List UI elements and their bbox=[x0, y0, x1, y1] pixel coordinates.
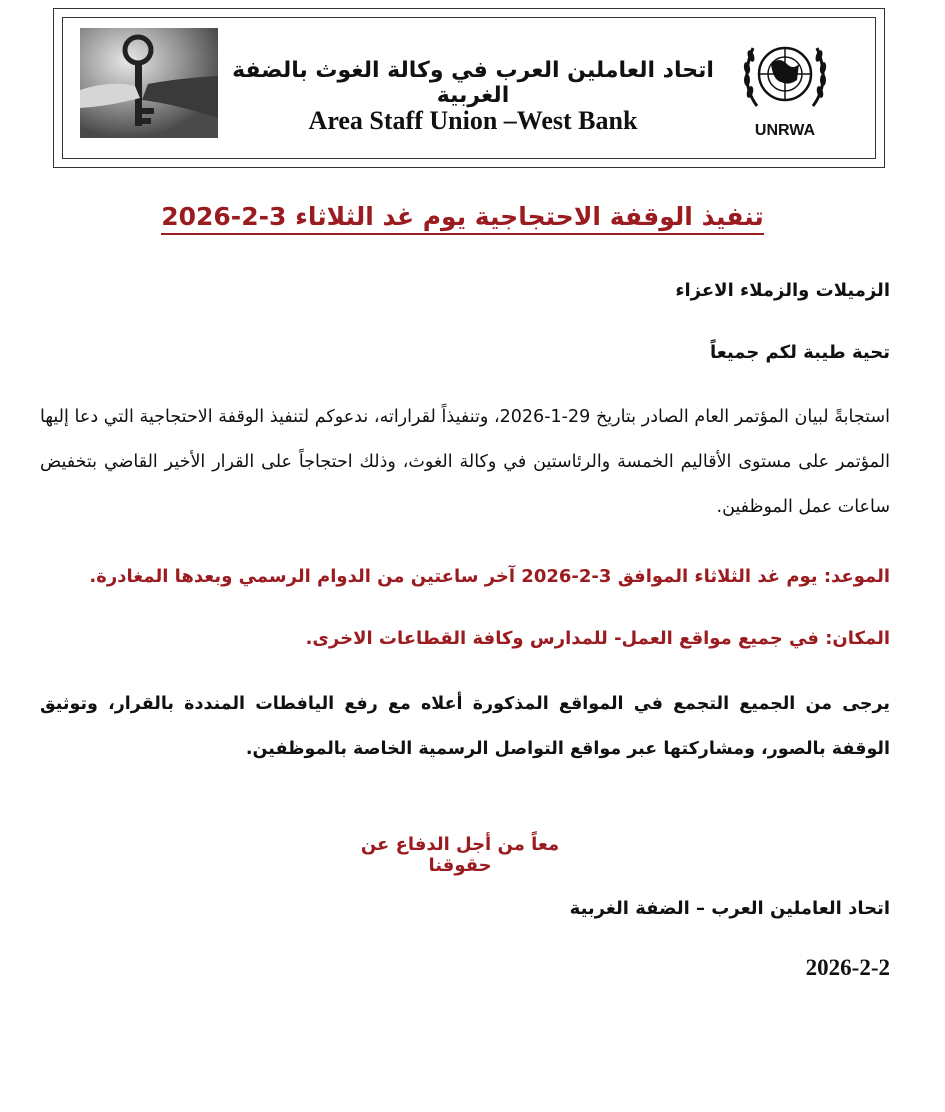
document-date: 2026-2-2 bbox=[805, 955, 890, 980]
salutation: تحية طيبة لكم جميعاً bbox=[709, 342, 890, 363]
document-title bbox=[0, 202, 925, 231]
unrwa-logo-text: UNRWA bbox=[754, 122, 816, 139]
letterhead-frame bbox=[53, 8, 885, 168]
letterhead-inner-border bbox=[62, 17, 876, 159]
appointment-line: الموعد: يوم غد الثلاثاء الموافق 3-2-2026 آخر ساعتين من الدوام الرسمي وبعدها المغادرة. bbox=[89, 566, 890, 587]
union-photo bbox=[80, 28, 218, 138]
union-name-english: Area Staff Union –West Bank bbox=[308, 106, 638, 135]
union-name-arabic: اتحاد العاملين العرب في وكالة الغوث بالضفة الغربية bbox=[232, 58, 714, 108]
request-paragraph: يرجى من الجميع التجمع في المواقع المذكورة أعلاه مع رفع اليافطات المنددة بالقرار، وتوثيق الوقفة بالصور، ومشاركتها عبر مواقع التواصل الرسمية الخاصة بالموظفين. bbox=[40, 694, 890, 759]
greeting: الزميلات والزملاء الاعزاء bbox=[675, 280, 890, 301]
unrwa-emblem-icon bbox=[735, 34, 835, 114]
body-paragraph: استجابةً لبيان المؤتمر العام الصادر بتاريخ 29-1-2026، وتنفيذاً لقراراته، ندعوكم لتنفيذ الوقفة الاحتجاجية التي دعا إليها المؤتمر على مستوى الأقاليم الخمسة والرئاستين في وكالة الغوث، وذلك احتجاجاً على القرار الأخير القاضي بتخفيض ساعات عمل الموظفين. bbox=[40, 407, 890, 517]
signature: اتحاد العاملين العرب – الضفة الغربية bbox=[569, 898, 890, 919]
document-title-text: تنفيذ الوقفة الاحتجاجية يوم غد الثلاثاء 3-2-2026 bbox=[161, 202, 764, 235]
location-line: المكان: في جميع مواقع العمل- للمدارس وكافة القطاعات الاخرى. bbox=[305, 628, 890, 649]
slogan: معاً من أجل الدفاع عن حقوقنا bbox=[360, 834, 560, 876]
